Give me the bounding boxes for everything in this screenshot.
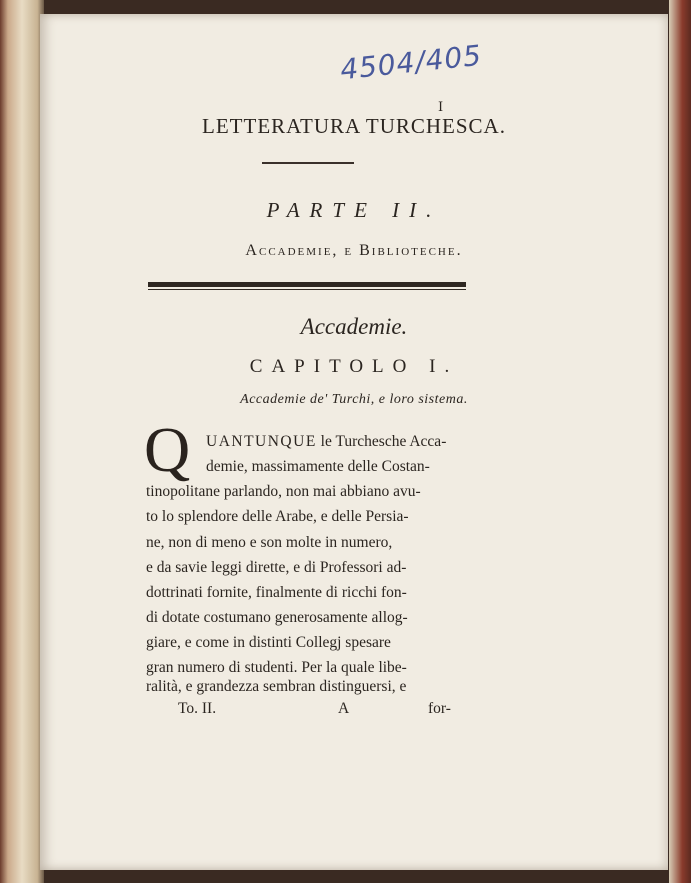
text-line: gran numero di studenti. Per la quale libe-	[146, 659, 407, 676]
chapter-subtitle: Accademie de' Turchi, e loro sistema.	[240, 392, 468, 407]
text-line: demie, massimamente delle Costan-	[206, 458, 430, 475]
part-title: PARTE II.	[266, 198, 442, 222]
signature-mark: A	[338, 700, 350, 717]
folio-number: I	[438, 100, 444, 115]
text-line-content: le Turchesche Acca-	[316, 433, 447, 450]
text-line: giare, e come in distinti Collegj spesare	[146, 634, 391, 651]
book-spine	[0, 0, 44, 883]
first-word: UANTUNQUE	[206, 433, 317, 450]
page-edge	[669, 0, 691, 883]
text-line: e da savie leggi dirette, e di Professori ad-	[146, 559, 407, 576]
subhead: Accademie.	[300, 314, 408, 339]
chapter-heading: CAPITOLO I.	[249, 356, 459, 377]
handwritten-shelfmark: 4504/405	[338, 38, 484, 87]
page-footer	[40, 700, 668, 720]
catchword: for-	[428, 700, 451, 717]
text-line: di dotate costumano generosamente allog-	[146, 609, 408, 626]
body-text	[40, 14, 668, 870]
drop-cap: Q	[144, 414, 191, 485]
text-line: to lo splendore delle Arabe, e delle Persia-	[146, 508, 409, 525]
volume-mark: To. II.	[178, 700, 217, 717]
text-line: dottrinati fornite, finalmente di ricchi fon-	[146, 584, 407, 601]
book-page	[40, 14, 668, 870]
running-title: LETTERATURA TURCHESCA.	[202, 114, 506, 138]
text-line: ne, non di meno e son molte in numero,	[146, 534, 393, 551]
section-title: Accademie, e Biblioteche.	[245, 242, 463, 259]
text-line: tinopolitane parlando, non mai abbiano avu-	[146, 483, 421, 500]
text-line	[206, 433, 446, 451]
text-line: ralità, e grandezza sembran distinguersi, e	[146, 678, 407, 695]
